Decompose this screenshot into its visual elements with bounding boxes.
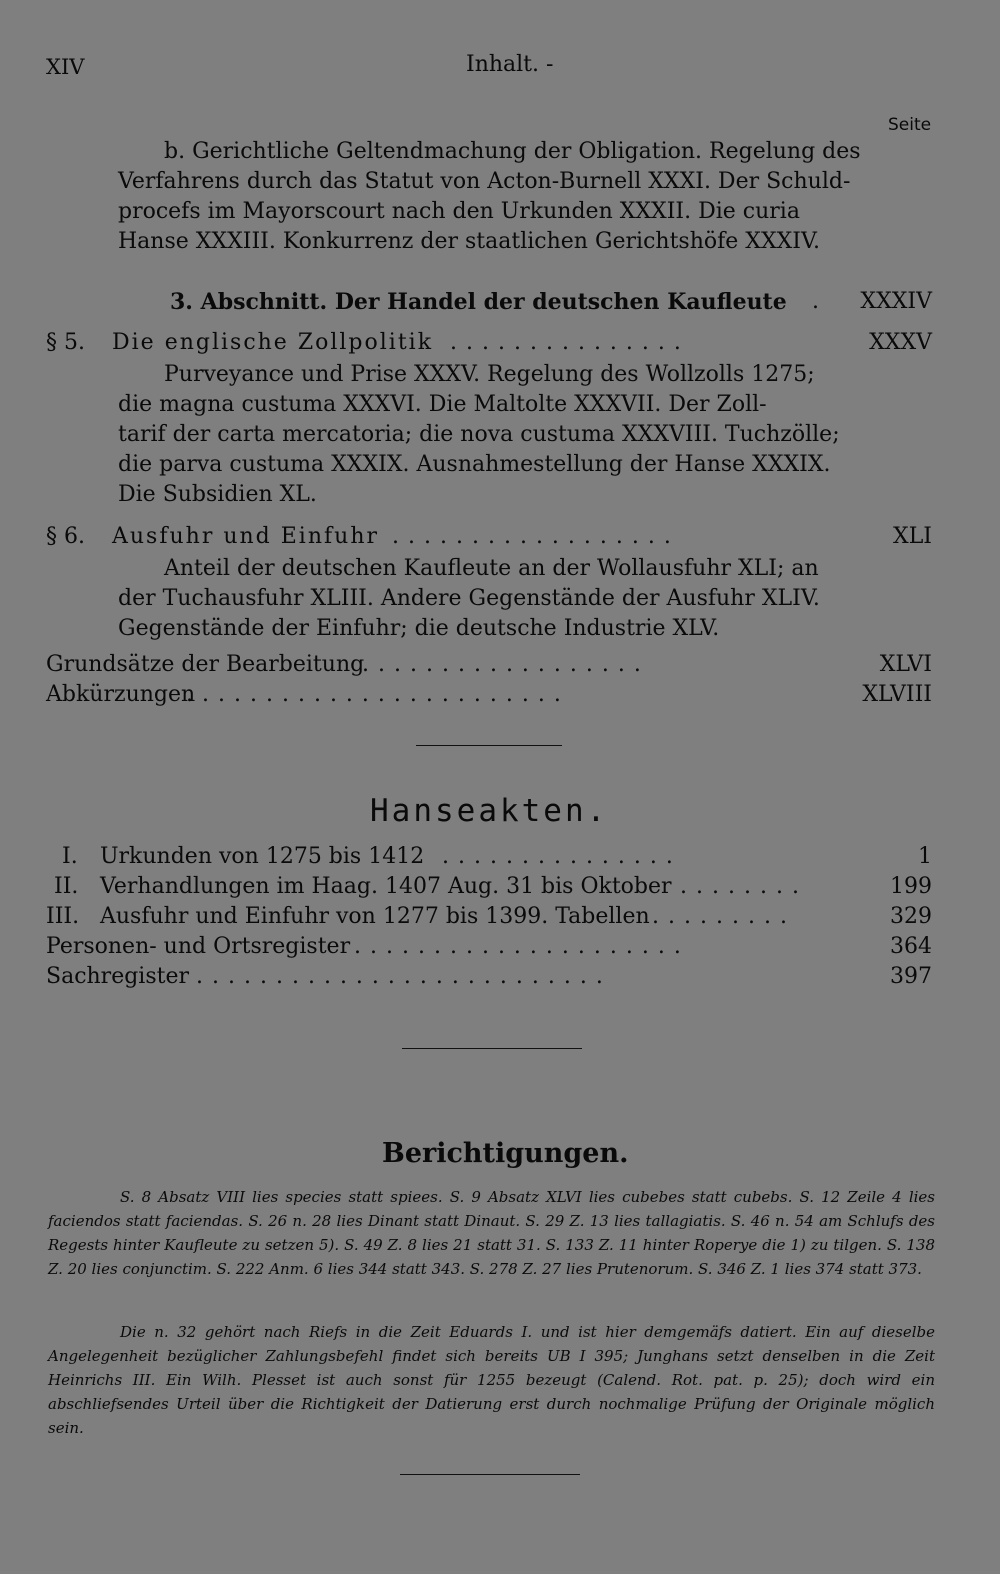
- section-5-line-2: die magna custuma XXXVI. Die Maltolte XXXVII. Der Zoll-: [118, 392, 767, 417]
- section-5-page: XXXV: [869, 330, 932, 355]
- section-5-line-4: die parva custuma XXXIX. Ausnahmestellung der Hanse XXXIX.: [118, 452, 831, 477]
- hanseakten-entry-3-title: Ausfuhr und Einfuhr von 1277 bis 1399. Tabellen: [100, 904, 650, 929]
- section-6-line-3: Gegenstände der Einfuhr; die deutsche Industrie XLV.: [118, 616, 720, 641]
- divider-2: [402, 1048, 582, 1049]
- abkuerzungen-title: Abkürzungen: [46, 682, 196, 707]
- block-b-line-2: Verfahrens durch das Statut von Acton-Burnell XXXI. Der Schuld-: [118, 169, 851, 194]
- grundsaetze-title: Grundsätze der Bearbeitung: [46, 652, 365, 677]
- hanseakten-entry-3-number: III.: [46, 904, 80, 929]
- hanseakten-entry-5-dots: ..........................: [196, 964, 612, 989]
- section-6-number: § 6.: [46, 524, 85, 549]
- section-5-line-3: tarif der carta mercatoria; die nova custuma XXXVIII. Tuchzölle;: [118, 422, 840, 447]
- hanseakten-entry-2-page: 199: [890, 874, 932, 899]
- divider-1: [416, 745, 562, 746]
- section-5-dots: ...............: [450, 330, 690, 355]
- hanseakten-entry-3-page: 329: [890, 904, 932, 929]
- hanseakten-entry-4-dots: .....................: [354, 934, 690, 959]
- section-5-line-5: Die Subsidien XL.: [118, 482, 317, 507]
- berichtigungen-paragraph-1: S. 8 Absatz VIII lies species statt spiees. S. 9 Absatz XLVI lies cubebes statt cubebs. S. 12 Zeile 4 lies faciendos statt faciendas. S. 26 n. 28 lies Dinant statt Dinaut. S. 29 Z. 13 lies tallagiatis. S. 46 n. 54 am Schlufs des Regests hinter Kaufleute zu setzen 5). S. 49 Z. 8 lies 21 statt 31. S. 133 Z. 11 hinter Roperye die 1) zu tilgen. S. 138 Z. 20 lies conjunctim. S. 222 Anm. 6 lies 344 statt 343. S. 278 Z. 27 lies Prutenorum. S. 346 Z. 1 lies 374 statt 373.: [48, 1188, 935, 1278]
- berichtigungen-heading: Berichtigungen.: [382, 1138, 629, 1169]
- hanseakten-entry-2-dots: ........: [680, 874, 808, 899]
- block-b-line-4: Hanse XXXIII. Konkurrenz der staatlichen Gerichtshöfe XXXIV.: [118, 229, 820, 254]
- section-6-dots: ..................: [392, 524, 680, 549]
- section-6-line-1: Anteil der deutschen Kaufleute an der Wollausfuhr XLI; an: [164, 556, 819, 581]
- hanseakten-entry-1-dots: ...............: [442, 844, 682, 869]
- hanseakten-heading: Hanseakten.: [370, 793, 609, 829]
- section-6-page: XLI: [893, 524, 932, 549]
- running-title: Inhalt. -: [466, 52, 554, 77]
- hanseakten-entry-4-title: Personen- und Ortsregister: [46, 934, 351, 959]
- page-number: XIV: [46, 55, 85, 79]
- berichtigungen-paragraph-2: Die n. 32 gehört nach Riefs in die Zeit Eduards I. und ist hier demgemäfs datiert. Ein auf dieselbe Angelegenheit bezüglicher Zahlungsbefehl findet sich bereits UB I 395; Junghans setzt denselben in die Zeit Heinrichs III. Ein Wilh. Plesset ist auch sonst für 1255 bezeugt (Calend. Rot. pat. p. 25); doch wird ein abschliefsendes Urteil über die Richtigkeit der Datierung erst durch nochmalige Prüfung der Originale möglich sein.: [48, 1323, 935, 1437]
- section-6-title: Ausfuhr und Einfuhr: [112, 524, 380, 549]
- abschnitt-3-title: 3. Abschnitt. Der Handel der deutschen Kaufleute: [170, 289, 787, 315]
- seite-label: Seite: [888, 115, 932, 135]
- section-5-number: § 5.: [46, 330, 85, 355]
- abschnitt-3-page: XXXIV: [860, 289, 932, 314]
- section-5-title: Die englische Zollpolitik: [112, 330, 434, 355]
- divider-3: [400, 1474, 580, 1475]
- hanseakten-entry-1-number: I.: [62, 844, 78, 869]
- hanseakten-entry-3-dots: .........: [652, 904, 796, 929]
- section-5-line-1: Purveyance und Prise XXXV. Regelung des Wollzolls 1275;: [164, 362, 815, 387]
- block-b-line-1: b. Gerichtliche Geltendmachung der Obligation. Regelung des: [164, 139, 861, 164]
- hanseakten-entry-2-title: Verhandlungen im Haag. 1407 Aug. 31 bis Oktober: [100, 874, 672, 899]
- hanseakten-entry-5-title: Sachregister: [46, 964, 189, 989]
- section-6-line-2: der Tuchausfuhr XLIII. Andere Gegenstände der Ausfuhr XLIV.: [118, 586, 820, 611]
- hanseakten-entry-5-page: 397: [890, 964, 932, 989]
- hanseakten-entry-2-number: II.: [54, 874, 79, 899]
- grundsaetze-page: XLVI: [879, 652, 932, 677]
- hanseakten-entry-1-page: 1: [918, 844, 932, 869]
- grundsaetze-dots: ..................: [362, 652, 650, 677]
- abkuerzungen-dots: ........................: [186, 682, 570, 707]
- block-b-line-3: procefs im Mayorscourt nach den Urkunden XXXII. Die curia: [118, 199, 800, 224]
- hanseakten-entry-1-title: Urkunden von 1275 bis 1412: [100, 844, 425, 869]
- abschnitt-3-dots: .: [812, 289, 819, 314]
- abkuerzungen-page: XLVIII: [862, 682, 932, 707]
- hanseakten-entry-4-page: 364: [890, 934, 932, 959]
